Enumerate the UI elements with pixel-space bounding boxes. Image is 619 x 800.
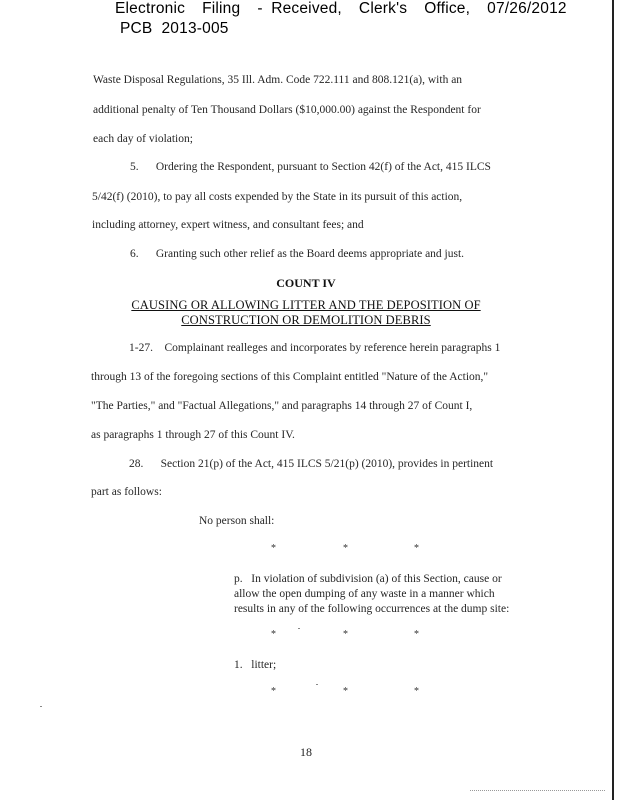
- ellipsis-star: *: [343, 543, 348, 554]
- quote-item-litter: 1. litter;: [234, 659, 277, 671]
- scan-speck: [316, 684, 318, 685]
- page-edge-line: [612, 0, 614, 800]
- body-line-6: including attorney, expert witness, and consultant fees; and: [92, 219, 364, 231]
- ellipsis-star: *: [343, 686, 348, 697]
- ellipsis-star: *: [414, 543, 419, 554]
- para-line-4: as paragraphs 1 through 27 of this Count IV.: [91, 429, 295, 441]
- quote-subsection-line1: p. In violation of subdivision (a) of this Section, cause or: [234, 573, 502, 585]
- body-line-3: each day of violation;: [93, 133, 193, 145]
- ellipsis-star: *: [343, 629, 348, 640]
- ellipsis-star: *: [271, 543, 276, 554]
- body-line-1: Waste Disposal Regulations, 35 Ill. Adm. Code 722.111 and 808.121(a), with an: [93, 74, 463, 86]
- para-line-2: through 13 of the foregoing sections of this Complaint entitled "Nature of the Action,": [91, 371, 489, 383]
- para-line-1: 1-27. Complainant realleges and incorporates by reference herein paragraphs 1: [129, 342, 501, 354]
- count-title: COUNT IV: [276, 276, 336, 290]
- scan-speck: [40, 706, 42, 707]
- para-line-5: 28. Section 21(p) of the Act, 415 ILCS 5/21(p) (2010), provides in pertinent: [129, 458, 494, 470]
- quote-subsection-line2: allow the open dumping of any waste in a manner which: [234, 588, 495, 600]
- count-heading-line1: CAUSING OR ALLOWING LITTER AND THE DEPOSITION OF: [131, 298, 481, 312]
- count-heading-line2: CONSTRUCTION OR DEMOLITION DEBRIS: [181, 313, 431, 327]
- page-number: 18: [300, 745, 312, 759]
- filing-stamp-line1: Electronic Filing - Received, Clerk's Office, 07/26/2012: [115, 0, 567, 17]
- quote-subsection-line3: results in any of the following occurrences at the dump site:: [234, 603, 510, 615]
- ellipsis-star: *: [414, 629, 419, 640]
- ellipsis-star: *: [271, 686, 276, 697]
- para-line-3: "The Parties," and "Factual Allegations," and paragraphs 14 through 27 of Count I,: [91, 400, 473, 412]
- filing-stamp-line2: PCB 2013-005: [120, 20, 229, 37]
- body-line-5: 5/42(f) (2010), to pay all costs expended by the State in its pursuit of this action,: [92, 191, 463, 203]
- scan-speck: [298, 628, 300, 629]
- ellipsis-star: *: [271, 629, 276, 640]
- body-line-4: 5. Ordering the Respondent, pursuant to Section 42(f) of the Act, 415 ILCS: [130, 161, 491, 173]
- ellipsis-star: *: [414, 686, 419, 697]
- para-line-6: part as follows:: [91, 486, 162, 498]
- body-line-7: 6. Granting such other relief as the Board deems appropriate and just.: [130, 248, 465, 260]
- scan-footer-artifact: [470, 790, 605, 792]
- quote-intro: No person shall:: [199, 515, 275, 527]
- body-line-2: additional penalty of Ten Thousand Dollars ($10,000.00) against the Respondent for: [93, 104, 481, 116]
